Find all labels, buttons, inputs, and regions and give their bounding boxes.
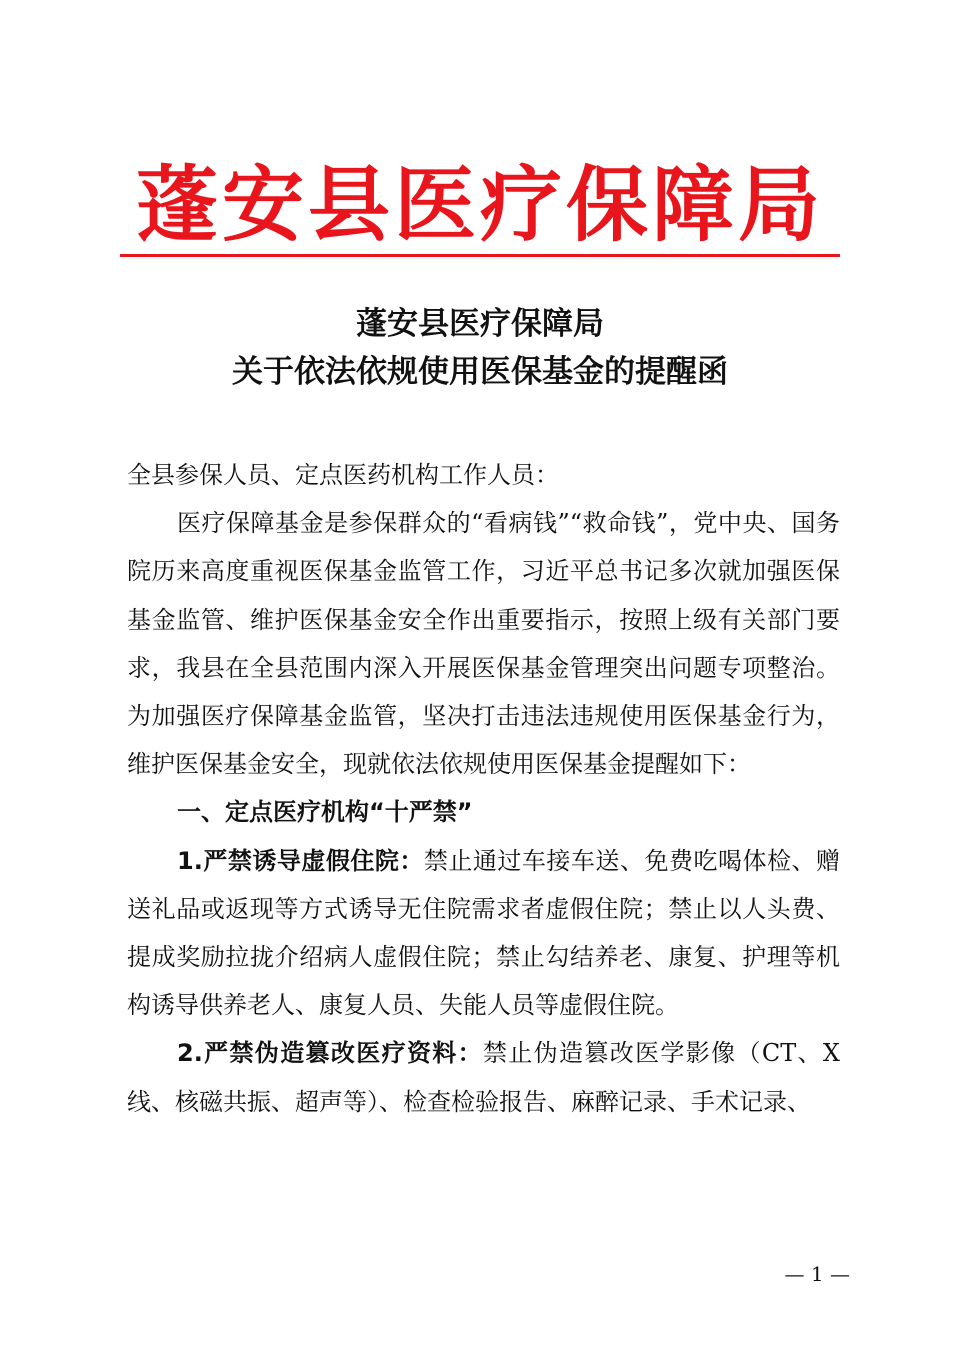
item-2-text: 禁止伪造篡改医学影像（CT、X线、核磁共振、超声等）、检查检验报告、麻醉记录、手术记录、 xyxy=(127,1039,840,1116)
item-1-lead: 1.严禁诱导虚假住院： xyxy=(177,846,424,875)
item-1-paragraph xyxy=(127,837,840,1030)
page-number: — 1 — xyxy=(784,1262,850,1286)
masthead-red-rule xyxy=(120,254,840,257)
item-2-lead: 2.严禁伪造篡改医疗资料： xyxy=(177,1039,483,1068)
intro-paragraph: 医疗保障基金是参保群众的“看病钱”“救命钱”，党中央、国务院历来高度重视医保基金监管工作，习近平总书记多次就加强医保基金监管、维护医保基金安全作出重要指示，按照上级有关部门要求，我县在全县范围内深入开展医保基金管理突出问题专项整治。为加强医疗保障基金监管，坚决打击违法违规使用医保基金行为，维护医保基金安全，现就依法依规使用医保基金提醒如下： xyxy=(127,509,840,779)
section-1-heading: 一、定点医疗机构“十严禁” xyxy=(177,798,473,827)
item-1-text: 禁止通过车接车送、免费吃喝体检、赠送礼品或返现等方式诱导无住院需求者虚假住院；禁止以人头费、提成奖励拉拢介绍病人虚假住院；禁止勾结养老、康复、护理等机构诱导供养老人、康复人员、失能人员等虚假住院。 xyxy=(127,846,840,1020)
item-2-paragraph xyxy=(127,1029,840,1125)
salutation: 全县参保人员、定点医药机构工作人员： xyxy=(127,461,559,489)
document-title-line-2: 关于依法依规使用医保基金的提醒函 xyxy=(232,354,728,390)
document-title xyxy=(120,300,840,396)
masthead-org-name: 蓬安县医疗保障局 xyxy=(135,157,824,253)
document-title-line-1: 蓬安县医疗保障局 xyxy=(356,306,604,342)
document-body xyxy=(127,451,840,1126)
